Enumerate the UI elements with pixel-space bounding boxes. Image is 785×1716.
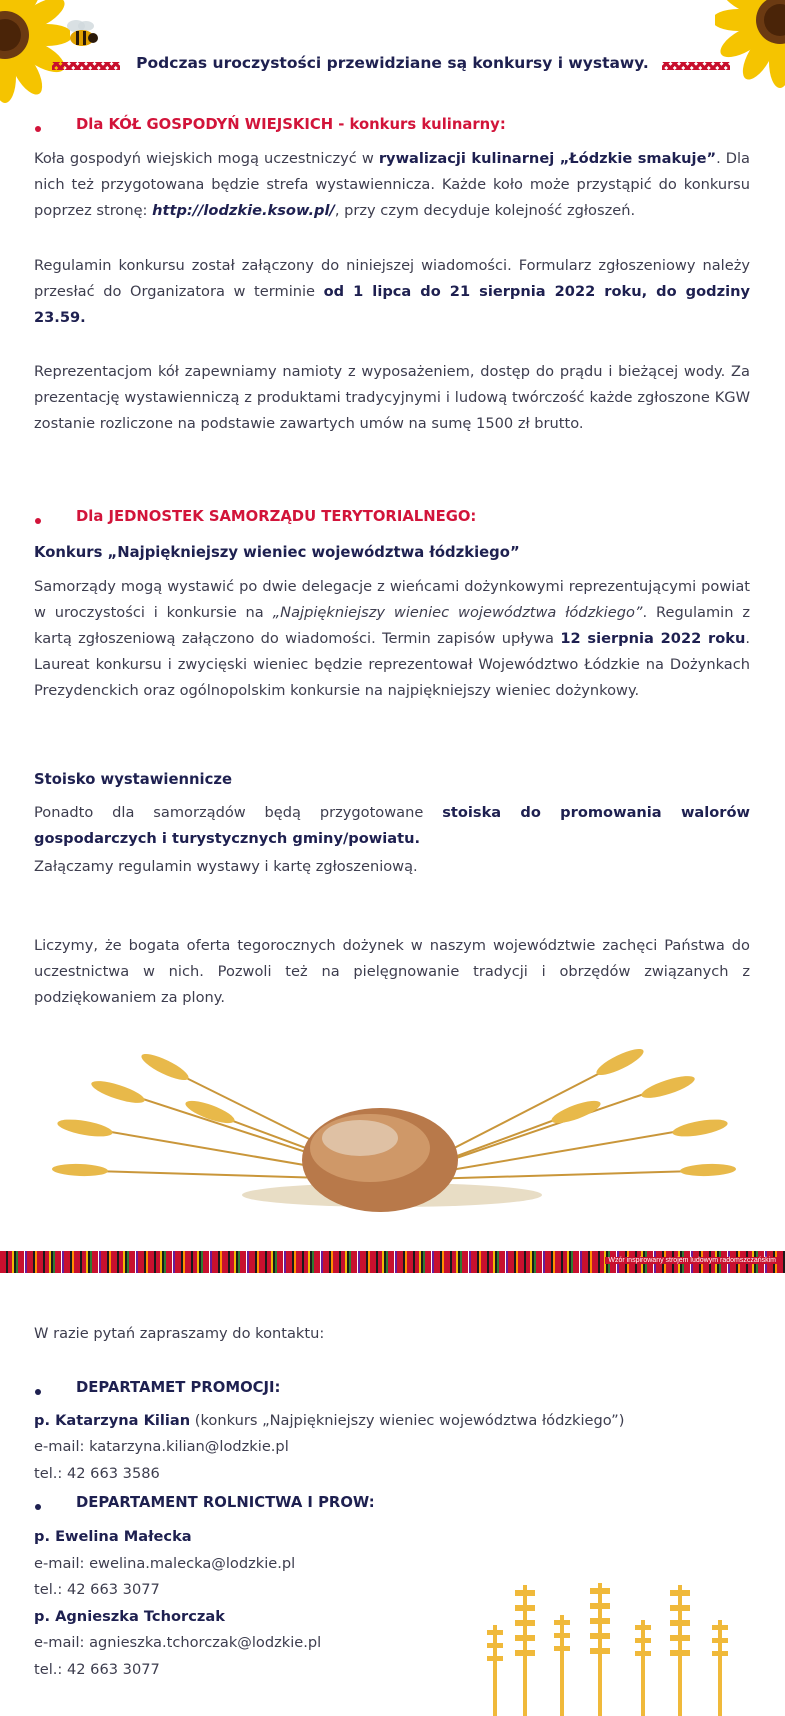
page-headline: Podczas uroczystości przewidziane są konkursy i wystawy.: [136, 54, 649, 72]
sunflower-icon: [0, 0, 70, 120]
text-span: Ponadto dla samorządów będą przygotowane: [34, 804, 443, 821]
dept1-email[interactable]: e-mail: katarzyna.kilian@lodzkie.pl: [34, 1438, 289, 1455]
dept2-tel-1: tel.: 42 663 3077: [34, 1581, 160, 1598]
dept2-person-2: p. Agnieszka Tchorczak: [34, 1608, 225, 1625]
dept1-note: (konkurs „Najpiękniejszy wieniec województwa łódzkiego”): [190, 1412, 625, 1429]
dept2-email-1[interactable]: e-mail: ewelina.malecka@lodzkie.pl: [34, 1555, 296, 1572]
stoisko-paragraph: [34, 800, 750, 852]
text-span: . Dla nich też przygotowana będzie strefa wystawiennicza. Każde koło może przystąpić do konkursu poprzez stronę:: [34, 150, 750, 219]
text-span: . Regulamin z kartą zgłoszeniową załączono do wiadomości. Termin zapisów upływa: [34, 604, 750, 647]
dept1-tel: tel.: 42 663 3586: [34, 1465, 160, 1482]
jst-subheading: Konkurs „Najpiękniejszy wieniec województwa łódzkiego”: [34, 544, 520, 561]
bullet-dot: [35, 126, 41, 132]
closing-paragraph: Liczymy, że bogata oferta tegorocznych dożynek w naszym województwie zachęci Państwa do uczestnictwa w nich. Pozwoli też na pielęgnowanie tradycji i obrzędów związanych z podziękowaniem za plony.: [34, 937, 750, 1006]
text-bold: stoiska do promowania walorów gospodarczych i turystycznych gminy/powiatu.: [34, 804, 751, 847]
ribbon-caption: Wzór inspirowany strojem ludowym radomszczańskim: [605, 1257, 779, 1264]
bullet-dot: [35, 1504, 41, 1510]
dept2-person-1: p. Ewelina Małecka: [34, 1528, 192, 1545]
text-italic: „Najpiękniejszy wieniec województwa łódzkiego”: [272, 604, 643, 621]
text-bold: rywalizacji kulinarnej „Łódzkie smakuje”: [378, 150, 717, 167]
jst-heading: Dla JEDNOSTEK SAMORZĄDU TERYTORIALNEGO:: [76, 508, 477, 525]
text-span: Samorządy mogą wystawić po dwie delegacje z wieńcami dożynkowymi reprezentującymi powiat w uroczystości i konkursie na: [34, 578, 750, 621]
kgw-paragraph-1: [34, 146, 750, 224]
text-bold: 12 sierpnia 2022 roku: [560, 630, 746, 647]
jst-paragraph: [34, 574, 750, 704]
dept2-name: DEPARTAMENT ROLNICTWA I PROW:: [76, 1494, 375, 1511]
dept1-name: DEPARTAMET PROMOCJI:: [76, 1379, 281, 1396]
bee-icon: [62, 18, 102, 52]
kgw-link[interactable]: http://lodzkie.ksow.pl/: [152, 202, 335, 219]
bread-wheat-illustration: [40, 1030, 745, 1230]
dept2-tel-2: tel.: 42 663 3077: [34, 1661, 160, 1678]
stoisko-heading: Stoisko wystawiennicze: [34, 771, 233, 788]
bullet-dot: [35, 1389, 41, 1395]
kgw-heading: Dla KÓŁ GOSPODYŃ WIEJSKICH - konkurs kulinarny:: [76, 116, 506, 133]
stoisko-note: Załączamy regulamin wystawy i kartę zgłoszeniową.: [34, 858, 418, 875]
folk-ribbon: [0, 1251, 785, 1273]
dept2-email-2[interactable]: e-mail: agnieszka.tchorczak@lodzkie.pl: [34, 1634, 322, 1651]
contact-intro: W razie pytań zapraszamy do kontaktu:: [34, 1325, 325, 1342]
dept1-person: p. Katarzyna Kilian: [34, 1412, 191, 1429]
kgw-paragraph-3: Reprezentacjom kół zapewniamy namioty z wyposażeniem, dostęp do prądu i bieżącej wody. Za prezentację wystawienniczą z produktami tradycyjnymi i ludową twórczość każde zgłoszone KGW zostanie rozliczone na podstawie zawartych umów na sumę 1500 zł brutto.: [34, 363, 750, 432]
folk-zigzag-left: [52, 62, 120, 70]
dept1-person-line: [34, 1408, 624, 1434]
folk-zigzag-right: [662, 62, 730, 70]
kgw-paragraph-2: [34, 253, 750, 331]
wheat-icon: [480, 1575, 740, 1716]
text-span: . Laureat konkursu i zwycięski wieniec będzie reprezentował Województwo Łódzkie na Dożynkach Prezydenckich oraz ogólnopolskim konkursie na najpiękniejszy wieniec dożynkowy.: [34, 630, 750, 699]
text-span: Regulamin konkursu został załączony do niniejszej wiadomości. Formularz zgłoszeniowy należy przesłać do Organizatora w terminie: [34, 257, 750, 300]
text-bold: od 1 lipca do 21 sierpnia 2022 roku, do godziny 23.59.: [34, 283, 750, 326]
text-span: , przy czym decyduje kolejność zgłoszeń.: [334, 202, 636, 219]
text-span: Koła gospodyń wiejskich mogą uczestniczyć w: [34, 150, 379, 167]
bullet-dot: [35, 518, 41, 524]
sunflower-icon: [715, 0, 785, 120]
